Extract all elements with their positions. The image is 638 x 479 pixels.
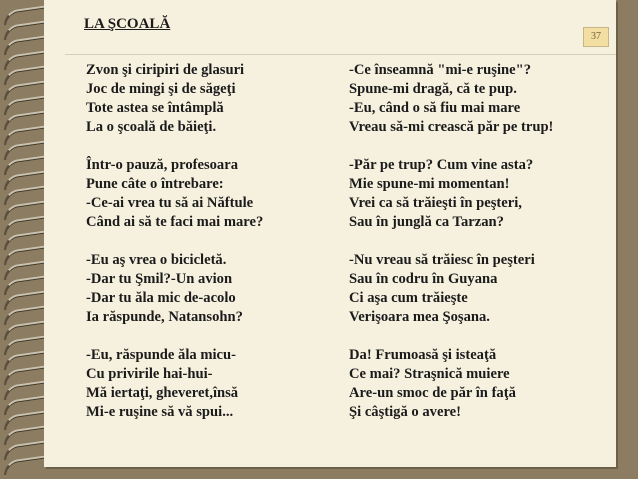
verse-line: Spune-mi dragă, că te pup. (349, 81, 517, 97)
stanza (349, 61, 553, 137)
verse-line: Pune câte o întrebare: (86, 176, 224, 192)
poem-column-right (349, 61, 553, 422)
verse-line: -Nu vreau să trăiesc în peşteri (349, 252, 535, 268)
stanza (349, 156, 553, 232)
verse-line: Vreau să-mi crească păr pe trup! (349, 119, 554, 135)
stanza (86, 346, 263, 422)
page-number-badge: 37 (583, 27, 609, 47)
verse-line: -Păr pe trup? Cum vine asta? (349, 157, 534, 173)
stanza (86, 156, 263, 232)
verse-line: Zvon şi ciripiri de glasuri (86, 62, 245, 78)
poem-title: LA ŞCOALĂ (84, 16, 171, 32)
stanza (86, 251, 263, 327)
verse-line: -Ce înseamnă "mi-e ruşine"? (349, 62, 531, 78)
verse-line: Are-un smoc de păr în faţă (349, 385, 516, 401)
verse-line: Ce mai? Straşnică muiere (349, 366, 510, 382)
verse-line: Într-o pauză, profesoara (86, 157, 239, 173)
verse-line: -Eu aş vrea o bicicletă. (86, 252, 227, 268)
verse-line: La o şcoală de băieţi. (86, 119, 217, 135)
verse-line: Mi-e ruşine să vă spui... (86, 404, 234, 420)
verse-line: Când ai să te faci mai mare? (86, 214, 264, 230)
verse-line: Sau în codru în Guyana (349, 271, 498, 287)
verse-line: -Eu, când o să fiu mai mare (349, 100, 521, 116)
verse-line: Joc de mingi şi de săgeţi (86, 81, 236, 97)
verse-line: Vrei ca să trăieşti în peşteri, (349, 195, 522, 211)
stanza (86, 61, 263, 137)
stanza (349, 251, 553, 327)
ruled-line (65, 54, 616, 55)
verse-line: Tote astea se întâmplă (86, 100, 224, 116)
stanza (349, 346, 553, 422)
verse-line: Ia răspunde, Natansohn? (86, 309, 243, 325)
verse-line: Cu privirile hai-hui- (86, 366, 213, 382)
verse-line: Mie spune-mi momentan! (349, 176, 510, 192)
verse-line: Verişoara mea Şoşana. (349, 309, 490, 325)
verse-line: Mă iertaţi, gheveret,însă (86, 385, 239, 401)
poem-column-left (86, 61, 263, 422)
spiral-binding (0, 0, 44, 479)
verse-line: -Dar tu Şmil?-Un avion (86, 271, 233, 287)
verse-line: Şi câştigă o avere! (349, 404, 461, 420)
verse-line: -Eu, răspunde ăla micu- (86, 347, 237, 363)
verse-line: Da! Frumoasă şi isteaţă (349, 347, 497, 363)
verse-line: -Ce-ai vrea tu să ai Năftule (86, 195, 254, 211)
verse-line: -Dar tu ăla mic de-acolo (86, 290, 236, 306)
verse-line: Sau în junglă ca Tarzan? (349, 214, 504, 230)
verse-line: Ci aşa cum trăieşte (349, 290, 468, 306)
